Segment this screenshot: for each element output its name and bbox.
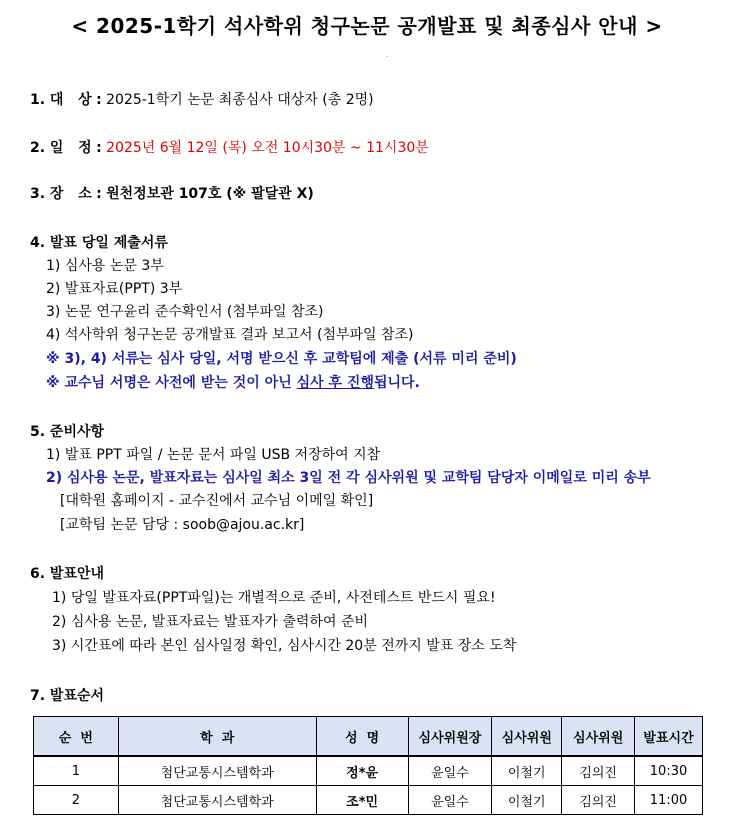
section-target [30, 90, 374, 110]
cell-examiner-2: 김의진 [562, 756, 635, 786]
location-sep: : [96, 186, 102, 202]
schedule-value: 2025년 6월 12일 (목) 오전 10시30분 ~ 11시30분 [106, 140, 429, 156]
cell-time: 10:30 [635, 756, 703, 786]
cell-number: 2 [34, 786, 119, 815]
note2-part-a: ※ 교수님 서명은 사전에 받는 것이 아닌 [46, 375, 297, 391]
col-header-chair: 심사위원장 [408, 717, 492, 757]
cell-time: 11:00 [635, 786, 703, 815]
cell-number: 1 [34, 756, 119, 786]
col-header-time: 발표시간 [635, 717, 703, 757]
cell-chair: 윤일수 [408, 756, 492, 786]
col-header-number: 순 번 [34, 717, 119, 757]
cell-name: 정*윤 [316, 756, 408, 786]
schedule-label: 2. 일 정 [30, 140, 92, 156]
documents-heading: 4. 발표 당일 제출서류 [30, 235, 168, 251]
note2-part-b: 심사 후 진행 [296, 375, 374, 391]
col-header-name: 성 명 [316, 717, 408, 757]
location-value: 원천정보관 107호 (※ 팔달관 X) [106, 186, 314, 202]
target-label: 1. 대 상 [30, 92, 92, 108]
table-header-row [34, 717, 703, 757]
col-header-examiner-2: 심사위원 [562, 717, 635, 757]
page-title: < 2025-1학기 석사학위 청구논문 공개발표 및 최종심사 안내 > [71, 14, 663, 38]
cell-examiner-1: 이철기 [492, 756, 562, 786]
guide-item-1: 1) 당일 발표자료(PPT파일)는 개별적으로 준비, 사전테스트 반드시 필요! [52, 590, 496, 606]
documents-item-4: 4) 석사학위 청구논문 공개발표 결과 보고서 (첨부파일 참조) [46, 327, 414, 343]
col-header-department: 학 과 [118, 717, 316, 757]
decorative-dot: . [386, 50, 389, 59]
location-label: 3. 장 소 [30, 186, 92, 202]
section-location [30, 184, 314, 204]
cell-department: 첨단교통시스템학과 [118, 786, 316, 815]
note2-part-c: 됩니다. [373, 375, 420, 391]
table-row [34, 786, 703, 815]
prep-item-1: 1) 발표 PPT 파일 / 논문 문서 파일 USB 저장하여 지참 [46, 447, 381, 463]
guide-item-2: 2) 심사용 논문, 발표자료는 발표자가 출력하여 준비 [52, 614, 368, 630]
section-schedule [30, 138, 429, 158]
cell-examiner-2: 김의진 [562, 786, 635, 815]
col-header-examiner-1: 심사위원 [492, 717, 562, 757]
cell-name: 조*민 [316, 786, 408, 815]
documents-note-1: ※ 3), 4) 서류는 심사 당일, 서명 받으신 후 교학팀에 제출 (서류 미리 준비) [46, 351, 517, 367]
schedule-table [33, 716, 703, 815]
target-value: 2025-1학기 논문 최종심사 대상자 (총 2명) [106, 92, 374, 108]
cell-chair: 윤일수 [408, 786, 492, 815]
documents-item-2: 2) 발표자료(PPT) 3부 [46, 281, 183, 297]
order-heading: 7. 발표순서 [30, 688, 105, 704]
target-sep: : [96, 92, 102, 108]
prep-sub-2: [교학팀 논문 담당 : soob@ajou.ac.kr] [60, 517, 305, 533]
prep-sub-1: [대학원 홈페이지 - 교수진에서 교수님 이메일 확인] [60, 493, 374, 509]
guide-heading: 6. 발표안내 [30, 566, 105, 582]
prep-item-2: 2) 심사용 논문, 발표자료는 심사일 최소 3일 전 각 심사위원 및 교학팀 담당자 이메일로 미리 송부 [46, 470, 651, 486]
prep-heading: 5. 준비사항 [30, 424, 105, 440]
documents-note-2 [46, 373, 420, 393]
cell-department: 첨단교통시스템학과 [118, 756, 316, 786]
table-row [34, 756, 703, 786]
cell-examiner-1: 이철기 [492, 786, 562, 815]
documents-item-1: 1) 심사용 논문 3부 [46, 258, 164, 274]
schedule-sep: : [96, 140, 102, 156]
guide-item-3: 3) 시간표에 따라 본인 심사일정 확인, 심사시간 20분 전까지 발표 장소 도착 [52, 638, 517, 654]
documents-item-3: 3) 논문 연구윤리 준수확인서 (첨부파일 참조) [46, 304, 324, 320]
